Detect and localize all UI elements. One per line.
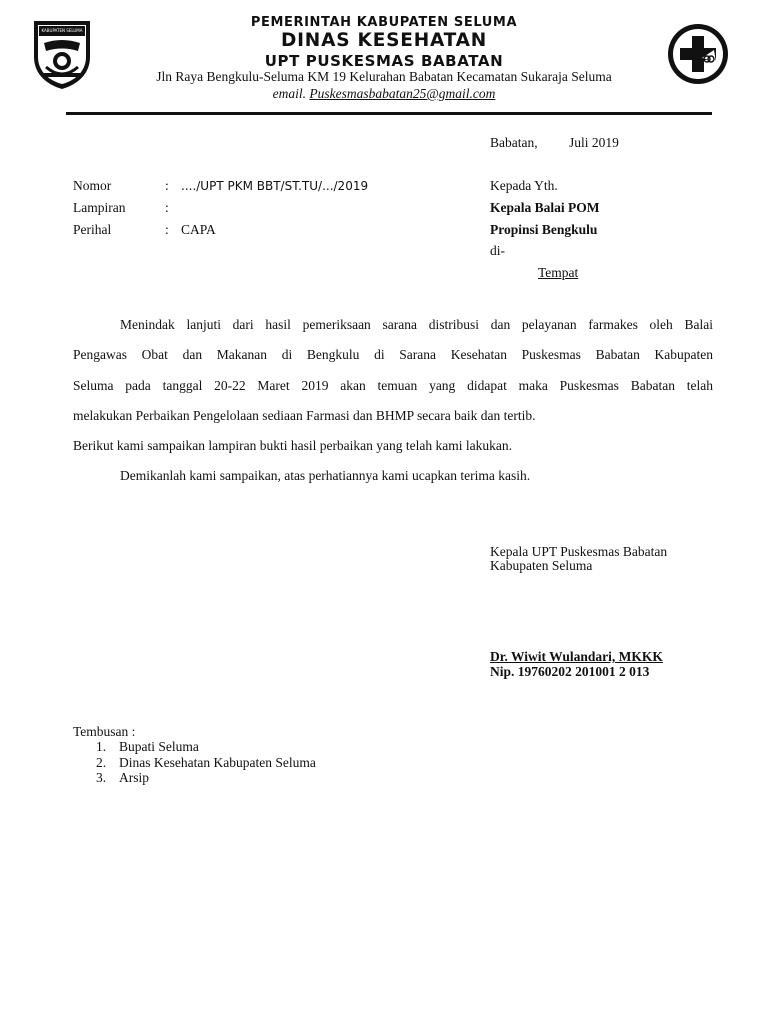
body-paragraph-2: Berikut kami sampaikan lampiran bukti hasil perbaikan yang telah kami lakukan. xyxy=(73,438,513,453)
letterhead-divider xyxy=(66,112,712,115)
cc-num-1: 1. xyxy=(96,739,107,754)
body-line-2: Pengawas Obat dan Makanan di Bengkulu di Sarana Kesehatan Puskesmas Babatan Kabupaten xyxy=(73,347,713,362)
body-line-4: melakukan Perbaikan Pengelolaan sediaan Farmasi dan BHMP secara baik dan tertib. xyxy=(73,408,536,423)
recipient-place: Tempat xyxy=(538,265,579,280)
recipient-at: di- xyxy=(490,243,505,258)
cc-num-3: 3. xyxy=(96,770,107,785)
recipient-region: Propinsi Bengkulu xyxy=(490,222,598,237)
body-paragraph-3: Demikanlah kami sampaikan, atas perhatiannya kami ucapkan terima kasih. xyxy=(120,468,531,483)
email-line xyxy=(0,86,768,102)
meta-value-perihal: CAPA xyxy=(181,222,216,237)
cc-item-3: Arsip xyxy=(119,770,149,785)
cc-num-2: 2. xyxy=(96,755,107,770)
email-label: email. xyxy=(272,86,306,101)
meta-label-nomor: Nomor xyxy=(73,178,112,193)
meta-label-lampiran: Lampiran xyxy=(73,200,126,215)
recipient-name: Kepala Balai POM xyxy=(490,200,600,215)
signature-title-2: Kabupaten Seluma xyxy=(490,558,593,573)
signature-title-1: Kepala UPT Puskesmas Babatan xyxy=(490,544,668,559)
body-line-1: Menindak lanjuti dari hasil pemeriksaan sarana distribusi dan pelayanan farmakes oleh Balai xyxy=(120,317,713,332)
government-title: PEMERINTAH KABUPATEN SELUMA xyxy=(250,15,518,30)
meta-label-perihal: Perihal xyxy=(73,222,112,237)
date-place: Babatan, xyxy=(490,135,538,150)
meta-value-nomor: ..../UPT PKM BBT/ST.TU/.../2019 xyxy=(181,179,369,193)
date-value: Juli 2019 xyxy=(569,135,619,150)
cc-item-2: Dinas Kesehatan Kabupaten Seluma xyxy=(119,755,316,770)
signature-name: Dr. Wiwit Wulandari, MKKK xyxy=(490,649,663,664)
signature-nip: Nip. 19760202 201001 2 013 xyxy=(490,664,650,679)
cc-heading: Tembusan : xyxy=(73,724,136,739)
unit-title: UPT PUSKESMAS BABATAN xyxy=(264,52,504,70)
email-link[interactable]: Puskesmasbabatan25@gmail.com xyxy=(309,86,496,101)
body-line-3: Seluma pada tanggal 20-22 Maret 2019 akan temuan yang didapat maka Puskesmas Babatan telah xyxy=(73,378,713,393)
cc-item-1: Bupati Seluma xyxy=(119,739,199,754)
department-title: DINAS KESEHATAN xyxy=(280,30,488,51)
meta-sep-perihal: : xyxy=(165,222,169,237)
meta-sep-lampiran: : xyxy=(165,200,169,215)
recipient-greeting: Kepada Yth. xyxy=(490,178,558,193)
emblem-banner-text: KABUPATEN SELUMA xyxy=(41,28,83,33)
meta-sep-nomor: : xyxy=(165,178,169,193)
address-line: Jln Raya Bengkulu-Seluma KM 19 Kelurahan Babatan Kecamatan Sukaraja Seluma xyxy=(156,69,612,84)
